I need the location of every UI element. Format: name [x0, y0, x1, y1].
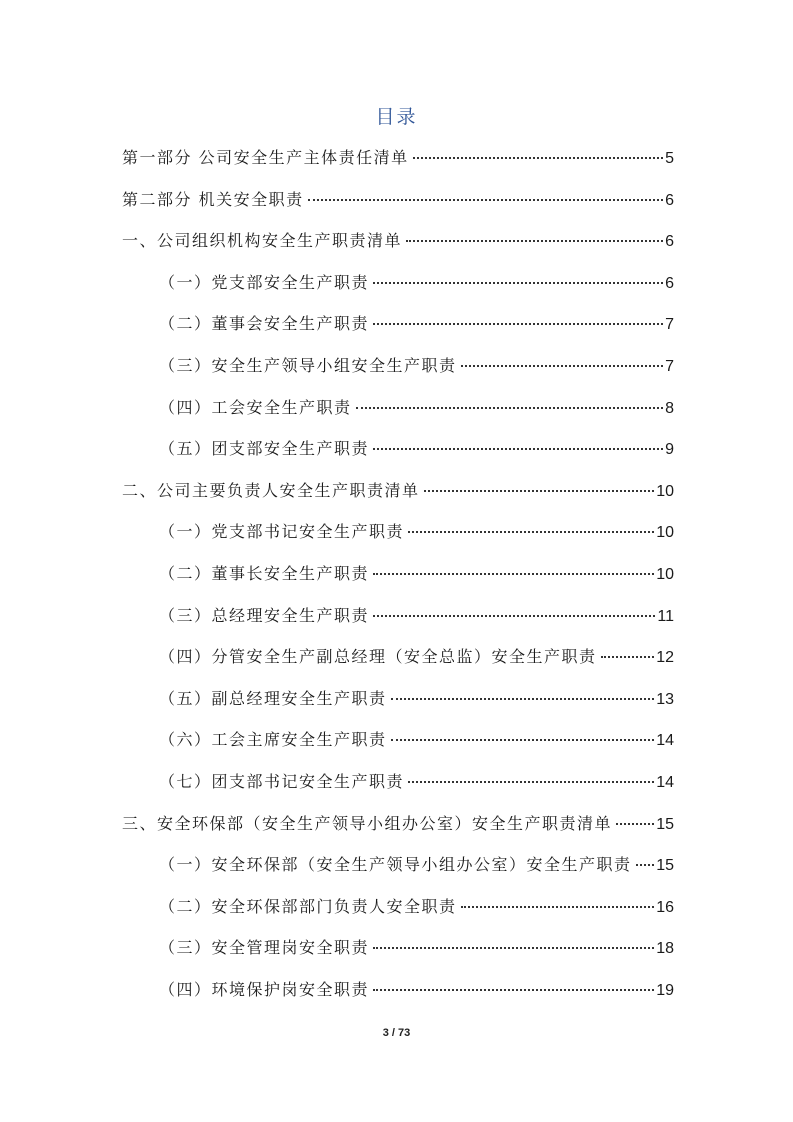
- toc-entry-page-number: 6: [665, 191, 674, 209]
- toc-dot-leader: [406, 240, 663, 242]
- toc-entry-page-number: 10: [656, 524, 674, 542]
- toc-entry[interactable]: [159, 603, 674, 633]
- toc-entry-label: （六）工会主席安全生产职责: [159, 730, 387, 750]
- toc-entry-label: （五）团支部安全生产职责: [159, 439, 370, 459]
- toc-entry[interactable]: [159, 395, 674, 425]
- toc-entry-page-number: 14: [656, 732, 674, 750]
- toc-dot-leader: [308, 199, 664, 201]
- toc-entry[interactable]: [159, 644, 674, 674]
- toc-entry-label: 第二部分 机关安全职责: [122, 189, 304, 209]
- toc-entry-label: （二）董事会安全生产职责: [159, 314, 370, 334]
- page-number: 3 / 73: [382, 1027, 411, 1039]
- toc-dot-leader: [461, 906, 655, 908]
- toc-entry[interactable]: [122, 478, 674, 508]
- toc-entry-label: （二）安全环保部部门负责人安全职责: [159, 896, 457, 916]
- toc-entry[interactable]: [159, 977, 674, 1007]
- toc-entry[interactable]: [122, 811, 674, 841]
- toc-entry-label: 第一部分 公司安全生产主体责任清单: [122, 148, 409, 167]
- toc-entry-page-number: 10: [656, 482, 674, 500]
- toc-entry[interactable]: [122, 145, 674, 175]
- toc-entry-label: （五）副总经理安全生产职责: [159, 688, 387, 708]
- toc-dot-leader: [424, 490, 655, 492]
- toc-entry-label: （四）环境保护岗安全职责: [159, 980, 370, 999]
- toc-entry[interactable]: [159, 353, 674, 383]
- toc-entry[interactable]: [159, 852, 674, 882]
- toc-entry[interactable]: [159, 311, 674, 341]
- toc-entry-page-number: 15: [656, 857, 674, 875]
- toc-entry-label: （七）团支部书记安全生产职责: [159, 772, 405, 791]
- toc-entry-label: （四）工会安全生产职责: [159, 397, 352, 417]
- toc-dot-leader: [461, 365, 664, 367]
- toc-dot-leader: [413, 157, 664, 159]
- toc-dot-leader: [391, 698, 655, 700]
- toc-dot-leader: [391, 739, 655, 741]
- toc-entry-page-number: 6: [665, 233, 674, 251]
- toc-entry-label: 二、公司主要负责人安全生产职责清单: [122, 480, 420, 500]
- toc-dot-leader: [373, 323, 663, 325]
- toc-entry[interactable]: [159, 561, 674, 591]
- page-title: 目录: [375, 106, 418, 128]
- toc-entry[interactable]: [159, 935, 674, 965]
- toc-entry-page-number: 5: [665, 150, 674, 167]
- toc-dot-leader: [408, 531, 654, 533]
- toc-entry-page-number: 18: [656, 940, 674, 958]
- toc-entry-page-number: 14: [656, 774, 674, 791]
- toc-entry[interactable]: [159, 436, 674, 466]
- toc-dot-leader: [373, 282, 663, 284]
- toc-entry-page-number: 11: [657, 607, 674, 625]
- toc-entry-label: 三、安全环保部（安全生产领导小组办公室）安全生产职责清单: [122, 813, 613, 833]
- toc-dot-leader: [373, 573, 654, 575]
- toc-entry-page-number: 9: [665, 441, 674, 459]
- toc-entry-page-number: 7: [665, 316, 674, 334]
- toc-entry-label: （一）党支部安全生产职责: [159, 272, 370, 292]
- toc-dot-leader: [373, 947, 654, 949]
- toc-entry-page-number: 19: [656, 982, 674, 999]
- toc-dot-leader: [373, 448, 663, 450]
- toc-entry-page-number: 15: [656, 815, 674, 833]
- toc-entry-label: （三）安全管理岗安全职责: [159, 938, 370, 958]
- toc-dot-leader: [616, 823, 654, 825]
- toc-entry-label: （一）安全环保部（安全生产领导小组办公室）安全生产职责: [159, 855, 632, 875]
- toc-entry-label: （四）分管安全生产副总经理（安全总监）安全生产职责: [159, 647, 597, 667]
- toc-dot-leader: [373, 989, 654, 991]
- toc-entry[interactable]: [122, 228, 674, 258]
- toc-entry-label: 一、公司组织机构安全生产职责清单: [122, 231, 403, 251]
- toc-entry[interactable]: [122, 187, 674, 217]
- toc-entry[interactable]: [159, 894, 674, 924]
- toc-entry-page-number: 6: [665, 274, 674, 292]
- toc-entry-page-number: 13: [656, 690, 674, 708]
- toc-entry-label: （二）董事长安全生产职责: [159, 564, 370, 583]
- toc-entry[interactable]: [159, 686, 674, 716]
- toc-entry-page-number: 8: [665, 399, 674, 417]
- toc-entry-page-number: 12: [656, 649, 674, 667]
- toc-entry-label: （三）安全生产领导小组安全生产职责: [159, 356, 457, 375]
- toc-dot-leader: [356, 407, 664, 409]
- toc-dot-leader: [408, 781, 654, 783]
- toc-entry[interactable]: [159, 769, 674, 799]
- toc-dot-leader: [636, 864, 655, 866]
- toc-entry[interactable]: [159, 519, 674, 549]
- toc-entry[interactable]: [159, 727, 674, 757]
- toc-dot-leader: [373, 615, 655, 617]
- toc-entry-page-number: 10: [656, 566, 674, 583]
- toc-entry-page-number: 16: [656, 898, 674, 916]
- toc-entry-label: （一）党支部书记安全生产职责: [159, 522, 405, 542]
- toc-dot-leader: [601, 656, 655, 658]
- toc-entry[interactable]: [159, 270, 674, 300]
- toc-entry-page-number: 7: [665, 358, 674, 375]
- toc-entry-label: （三）总经理安全生产职责: [159, 605, 370, 625]
